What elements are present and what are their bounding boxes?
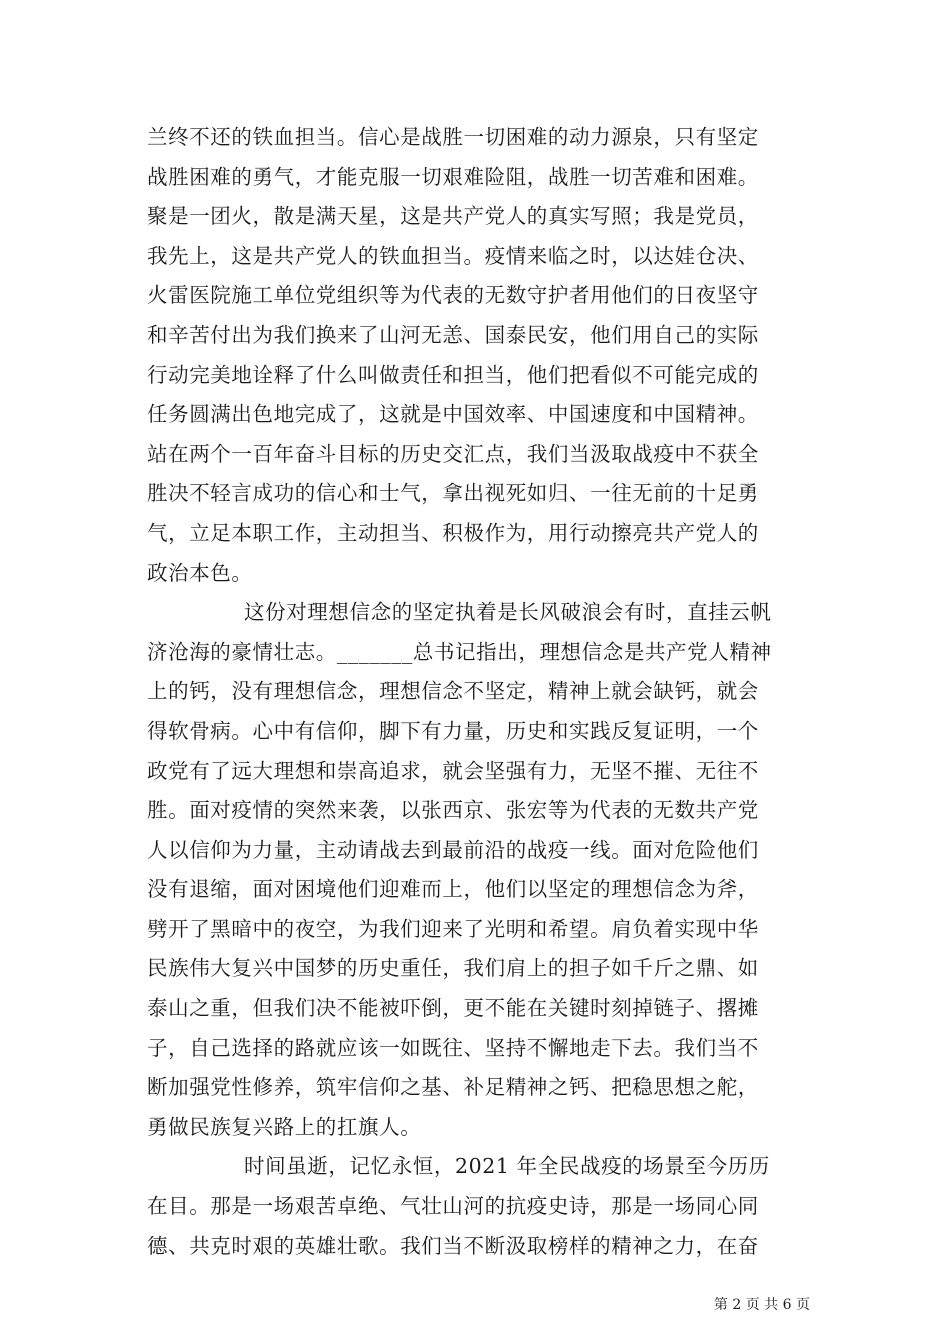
text-line: 气，立足本职工作，主动担当、积极作为，用行动擦亮共产党人的 [147, 520, 759, 545]
text-line: 子，自己选择的路就应该一如既往、坚持不懈地走下去。我们当不 [147, 1035, 759, 1060]
text-line: 人以信仰为力量，主动请战去到最前沿的战疫一线。面对危险他们 [147, 837, 759, 862]
text-line: 没有退缩，面对困境他们迎难而上，他们以坚定的理想信念为斧， [147, 877, 759, 902]
text-line: 胜。面对疫情的突然来袭，以张西京、张宏等为代表的无数共产党 [147, 798, 759, 823]
text-line: 上的钙，没有理想信念，理想信念不坚定，精神上就会缺钙，就会 [147, 679, 759, 704]
text-line: 在目。那是一场艰苦卓绝、气壮山河的抗疫史诗，那是一场同心同 [147, 1194, 759, 1219]
text-line: 站在两个一百年奋斗目标的历史交汇点，我们当汲取战疫中不获全 [147, 441, 759, 466]
text-line: 政治本色。 [147, 560, 253, 585]
text-line: 济沧海的豪情壮志。_______总书记指出，理想信念是共产党人精神 [147, 639, 772, 664]
text-line: 和辛苦付出为我们换来了山河无恙、国泰民安，他们用自己的实际 [147, 322, 759, 347]
text-line: 胜决不轻言成功的信心和士气，拿出视死如归、一往无前的十足勇 [147, 481, 759, 506]
text-line: 这份对理想信念的坚定执着是长风破浪会有时，直挂云帆 [244, 600, 772, 625]
text-line: 时间虽逝，记忆永恒，2021 年全民战疫的场景至今历历 [244, 1154, 770, 1179]
body-text [147, 118, 807, 1266]
text-line: 勇做民族复兴路上的扛旗人。 [147, 1114, 422, 1139]
text-line: 劈开了黑暗中的夜空，为我们迎来了光明和希望。肩负着实现中华 [147, 916, 759, 941]
text-line: 兰终不还的铁血担当。信心是战胜一切困难的动力源泉，只有坚定 [147, 125, 759, 149]
text-line: 聚是一团火，散是满天星，这是共产党人的真实写照；我是党员， [147, 204, 759, 229]
text-line: 断加强党性修养，筑牢信仰之基、补足精神之钙、把稳思想之舵， [147, 1075, 759, 1100]
text-line: 德、共克时艰的英雄壮歌。我们当不断汲取榜样的精神之力，在奋 [147, 1233, 759, 1258]
text-line: 行动完美地诠释了什么叫做责任和担当，他们把看似不可能完成的 [147, 362, 759, 387]
text-line: 火雷医院施工单位党组织等为代表的无数守护者用他们的日夜坚守 [147, 283, 759, 308]
text-line: 得软骨病。心中有信仰，脚下有力量，历史和实践反复证明，一个 [147, 718, 759, 743]
page-footer: 第 2 页 共 6 页 [713, 1297, 810, 1313]
text-line: 政党有了远大理想和崇高追求，就会坚强有力，无坚不摧、无往不 [147, 758, 759, 783]
text-line: 泰山之重，但我们决不能被吓倒，更不能在关键时刻掉链子、撂摊 [147, 996, 759, 1021]
text-line: 任务圆满出色地完成了，这就是中国效率、中国速度和中国精神。 [147, 402, 759, 427]
text-line: 民族伟大复兴中国梦的历史重任，我们肩上的担子如千斤之鼎、如 [147, 956, 759, 981]
text-line: 我先上，这是共产党人的铁血担当。疫情来临之时，以达娃仓决、 [147, 243, 759, 268]
text-line: 战胜困难的勇气，才能克服一切艰难险阻，战胜一切苦难和困难。 [147, 164, 759, 189]
